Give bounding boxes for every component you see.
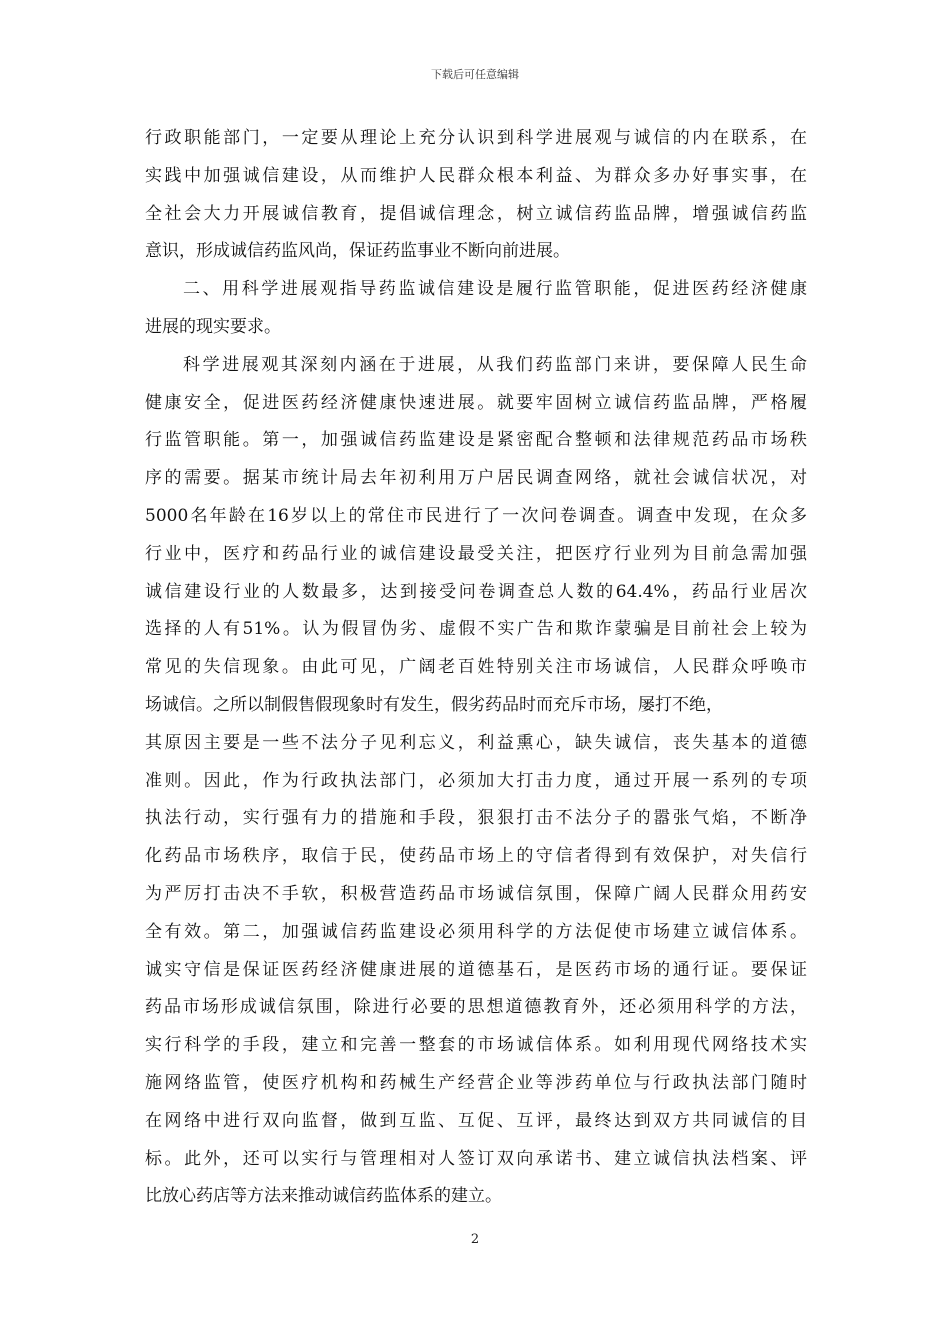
text-line: 实践中加强诚信建设，从而维护人民群众根本利益、为群众多办好事实事，在 <box>145 165 807 186</box>
text-line: 5000名年龄在16岁以上的常住市民进行了一次问卷调查。调查中发现，在众多 <box>145 505 807 526</box>
text-line: 准则。因此，作为行政执法部门，必须加大打击力度，通过开展一系列的专项 <box>145 770 807 791</box>
page-header: 下载后可任意编辑 <box>431 68 519 81</box>
text-line: 常见的失信现象。由此可见，广阔老百姓特别关注市场诚信，人民群众呼唤市 <box>145 657 807 678</box>
text-line: 序的需要。据某市统计局去年初利用万户居民调查网络，就社会诚信状况，对 <box>145 468 807 489</box>
text-line: 施网络监管，使医疗机构和药械生产经营企业等涉药单位与行政执法部门随时 <box>145 1072 807 1093</box>
text-line: 意识，形成诚信药监风尚，保证药监事业不断向前进展。 <box>145 241 570 262</box>
text-line: 健康安全，促进医药经济健康快速进展。就要牢固树立诚信药监品牌，严格履 <box>145 392 807 413</box>
text-line: 科学进展观其深刻内涵在于进展，从我们药监部门来讲，要保障人民生命 <box>183 354 807 375</box>
text-line: 行监管职能。第一，加强诚信药监建设是紧密配合整顿和法律规范药品市场秩 <box>145 430 807 451</box>
text-line: 诚信建设行业的人数最多，达到接受问卷调查总人数的64.4%，药品行业居次 <box>145 581 807 602</box>
document-body <box>145 120 807 1216</box>
text-line: 执法行动，实行强有力的措施和手段，狠狠打击不法分子的嚣张气焰，不断净 <box>145 808 807 829</box>
text-line: 场诚信。之所以制假售假现象时有发生，假劣药品时而充斥市场，屡打不绝， <box>145 694 723 715</box>
text-line: 全社会大力开展诚信教育，提倡诚信理念，树立诚信药监品牌，增强诚信药监 <box>145 203 807 224</box>
text-line: 进展的现实要求。 <box>145 316 281 337</box>
text-line: 标。此外，还可以实行与管理相对人签订双向承诺书、建立诚信执法档案、评 <box>145 1148 807 1169</box>
page-number: 2 <box>470 1232 480 1247</box>
text-line: 在网络中进行双向监督，做到互监、互促、互评，最终达到双方共同诚信的目 <box>145 1110 807 1131</box>
text-line: 诚实守信是保证医药经济健康进展的道德基石，是医药市场的通行证。要保证 <box>145 959 807 980</box>
text-line: 实行科学的手段，建立和完善一整套的市场诚信体系。如利用现代网络技术实 <box>145 1035 807 1056</box>
text-line: 化药品市场秩序，取信于民，使药品市场上的守信者得到有效保护，对失信行 <box>145 846 807 867</box>
text-line: 其原因主要是一些不法分子见利忘义，利益熏心，缺失诚信，丧失基本的道德 <box>145 732 807 753</box>
text-line: 比放心药店等方法来推动诚信药监体系的建立。 <box>145 1186 502 1207</box>
text-line: 全有效。第二，加强诚信药监建设必须用科学的方法促使市场建立诚信体系。 <box>145 921 807 942</box>
text-line: 选择的人有51%。认为假冒伪劣、虚假不实广告和欺诈蒙骗是目前社会上较为 <box>145 619 807 640</box>
text-line: 行业中，医疗和药品行业的诚信建设最受关注，把医疗行业列为目前急需加强 <box>145 543 807 564</box>
text-line: 为严厉打击决不手软，积极营造药品市场诚信氛围，保障广阔人民群众用药安 <box>145 883 807 904</box>
text-line: 行政职能部门，一定要从理论上充分认识到科学进展观与诚信的内在联系，在 <box>145 128 807 148</box>
text-line: 二、用科学进展观指导药监诚信建设是履行监管职能，促进医药经济健康 <box>183 279 807 300</box>
text-line: 药品市场形成诚信氛围，除进行必要的思想道德教育外，还必须用科学的方法， <box>145 997 807 1018</box>
